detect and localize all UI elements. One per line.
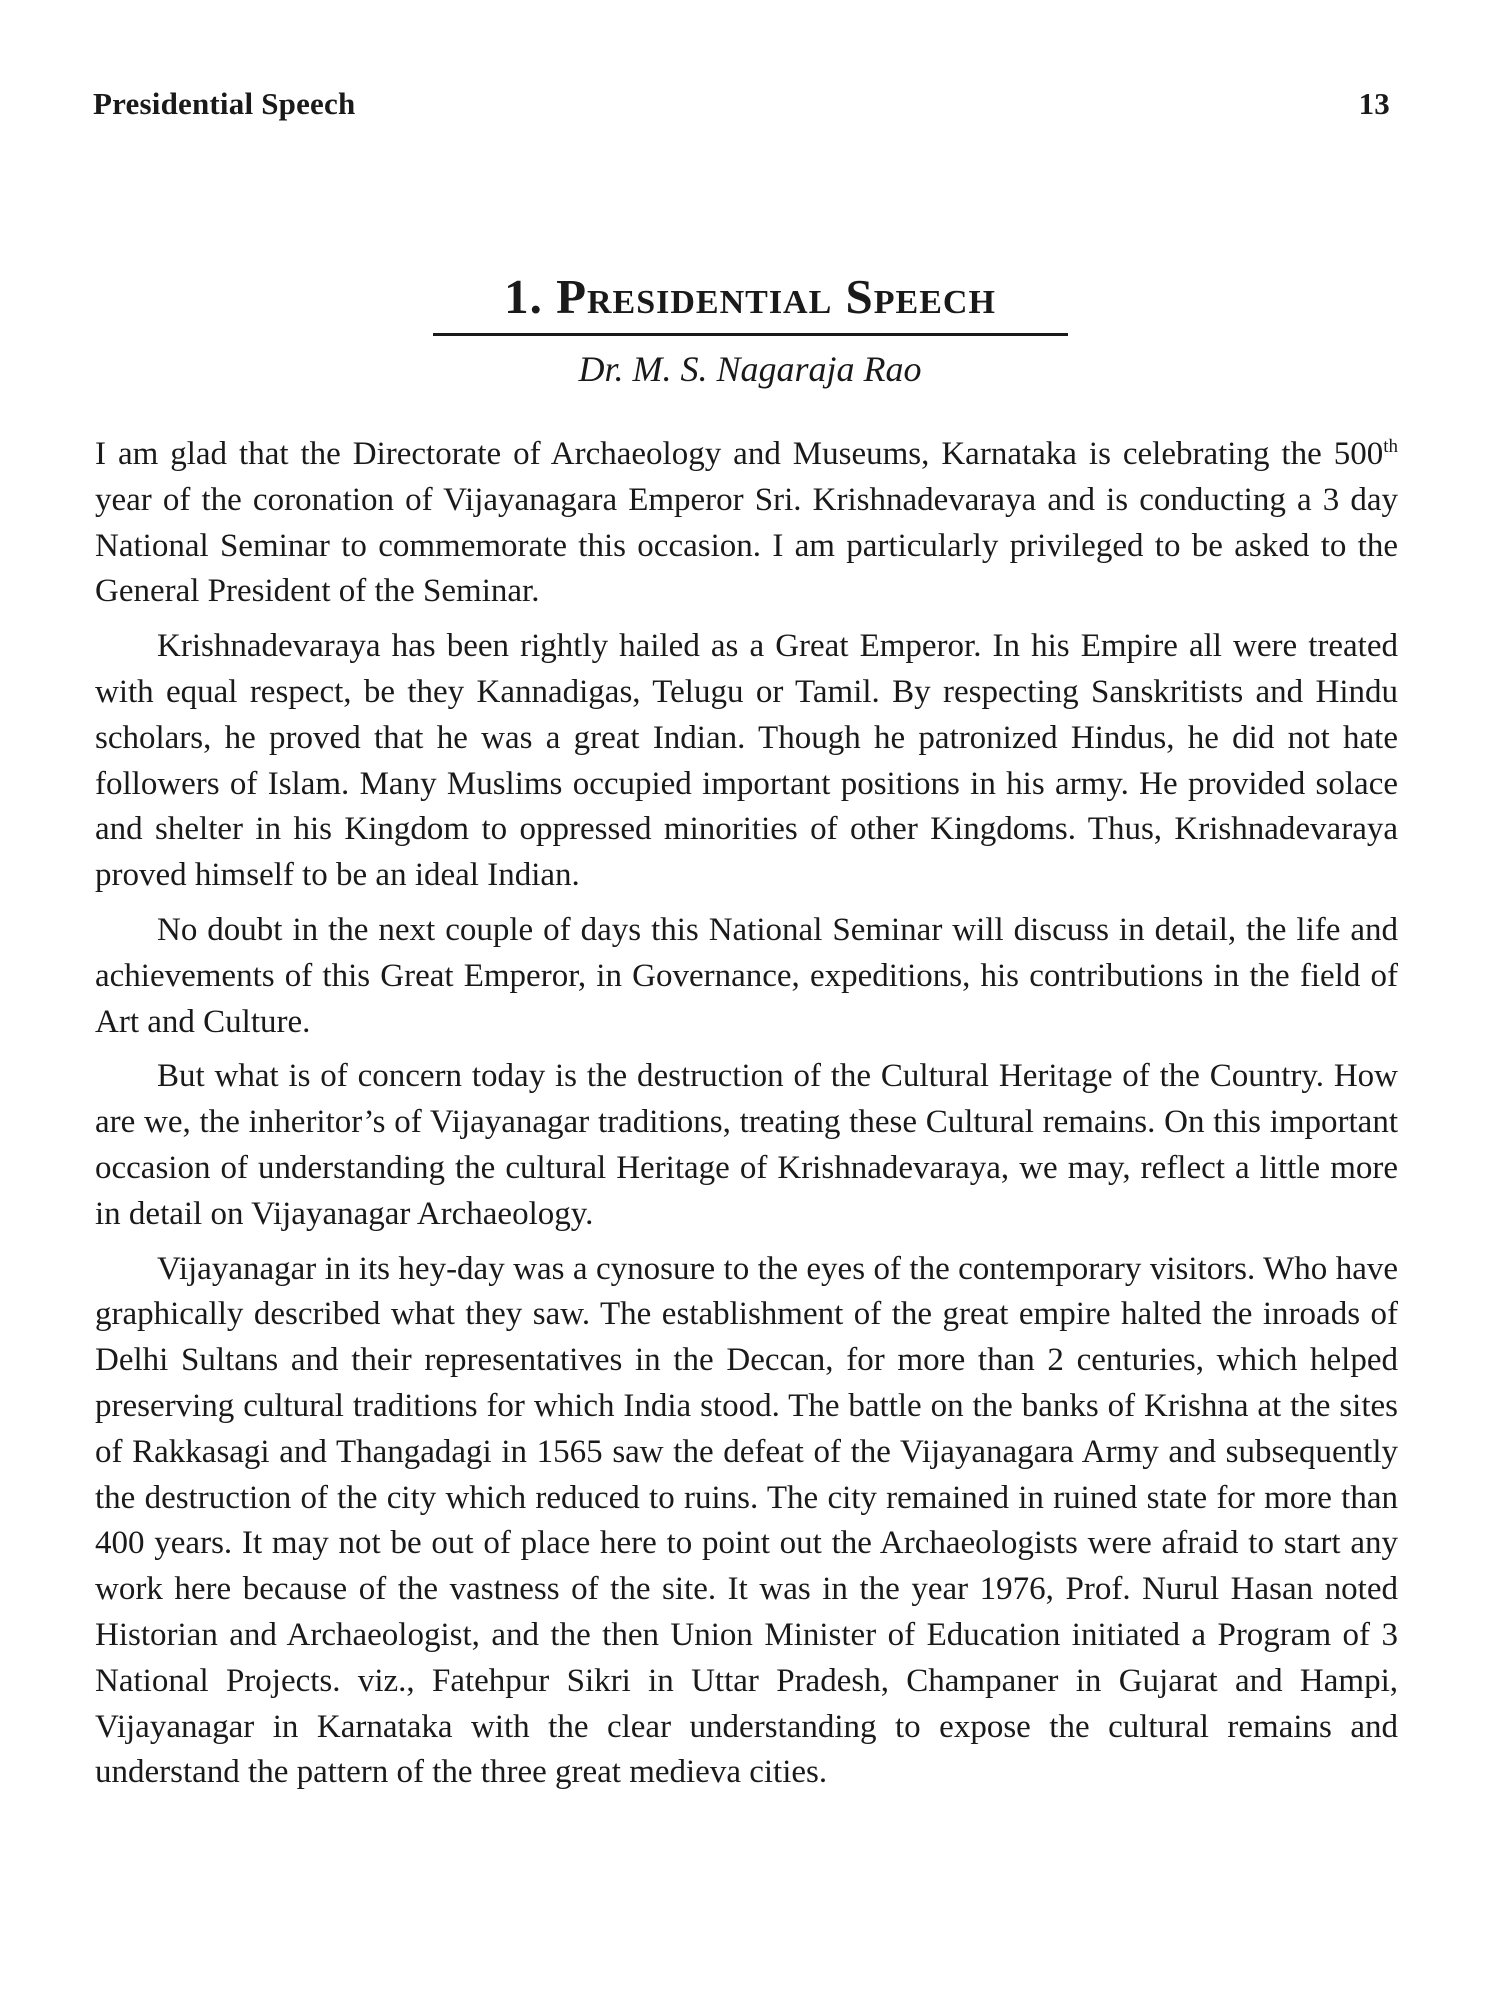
paragraph-3: No doubt in the next couple of days this National Seminar will discuss in detail, the life and achievements of this Great Emperor, in Governance, expeditions, his contributions in the field of Art and Culture.	[95, 911, 1398, 1040]
paragraph-1-part-a: I am glad that the Directorate of Archaeology and Museums, Karnataka is celebrating the 500	[95, 436, 1384, 472]
paragraph-1-part-b: year of the coronation of Vijayanagara Emperor Sri. Krishnadevaraya and is conducting a 3 day National Seminar to commemorate this occasion. I am particularly privileged to be asked to the General President of the Seminar.	[95, 481, 1398, 610]
running-head	[93, 86, 1390, 122]
paragraph-1	[95, 432, 1398, 615]
author-name: Dr. M. S. Nagaraja Rao	[578, 349, 922, 389]
running-head-title: Presidential Speech	[93, 86, 356, 121]
paragraph-5: Vijayanagar in its hey-day was a cynosure to the eyes of the contemporary visitors. Who have graphically described what they saw. The establishment of the great empire halted the inroads of Delhi Sultans and their representatives in the Deccan, for more than 2 centuries, which helped preserving cultural traditions for which India stood. The battle on the banks of Krishna at the sites of Rakkasagi and Thangadagi in 1565 saw the defeat of the Vijayanagara Army and subsequently the destruction of the city which reduced to ruins. The city remained in ruined state for more than 400 years. It may not be out of place here to point out the Archaeologists were afraid to start any work here because of the vastness of the site. It was in the year 1976, Prof. Nurul Hasan noted Historian and Archaeologist, and the then Union Minister of Education initiated a Program of 3 National Projects. viz., Fatehpur Sikri in Uttar Pradesh, Champaner in Gujarat and Hampi, Vijayanagar in Karnataka with the clear understanding to expose the cultural remains and understand the pattern of the three great medieva cities.	[95, 1250, 1398, 1791]
paragraph-4: But what is of concern today is the destruction of the Cultural Heritage of the Country. How are we, the inheritor’s of Vijayanagar traditions, treating these Cultural remains. On this important occasion of understanding the cultural Heritage of Krishnadevaraya, we may, reflect a little more in detail on Vijayanagar Archaeology.	[95, 1058, 1398, 1232]
body-text	[95, 432, 1398, 1805]
chapter-heading	[0, 268, 1500, 390]
page-number: 13	[1358, 86, 1390, 121]
title-underline	[433, 333, 1068, 336]
ordinal-superscript: th	[1383, 436, 1398, 457]
chapter-title: 1. Presidential Speech	[504, 269, 996, 324]
paragraph-2: Krishnadevaraya has been rightly hailed as a Great Emperor. In his Empire all were treated with equal respect, be they Kannadigas, Telugu or Tamil. By respecting Sanskritists and Hindu scholars, he proved that he was a great Indian. Though he patronized Hindus, he did not hate followers of Islam. Many Muslims occupied important positions in his army. He provided solace and shelter in his Kingdom to oppressed minorities of other Kingdoms. Thus, Krishnadevaraya proved himself to be an ideal Indian.	[95, 628, 1398, 894]
